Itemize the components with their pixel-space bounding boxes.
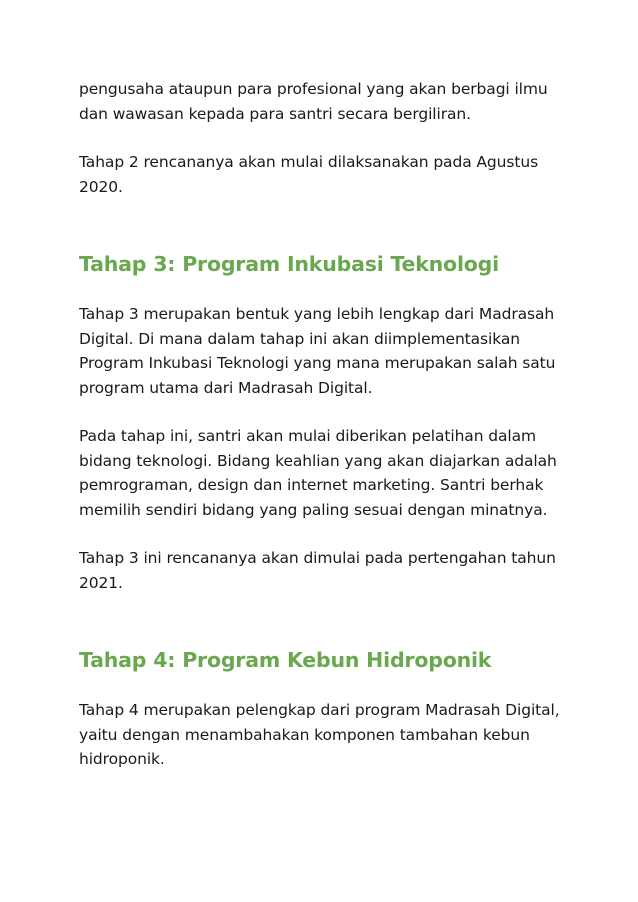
tahap4-heading: Tahap 4: Program Kebun Hidroponik (79, 648, 492, 672)
intro-paragraph-2: Tahap 2 rencananya akan mulai dilaksanakan pada Agustus 2020. (79, 153, 539, 196)
tahap3-heading: Tahap 3: Program Inkubasi Teknologi (79, 252, 499, 276)
intro-section (79, 77, 569, 199)
intro-paragraph-1: pengusaha ataupun para profesional yang akan berbagi ilmu dan wawasan kepada para santri secara bergiliran. (79, 80, 548, 123)
tahap3-paragraph-3: Tahap 3 ini rencananya akan dimulai pada pertengahan tahun 2021. (79, 549, 556, 592)
tahap4-paragraph-1: Tahap 4 merupakan pelengkap dari program Madrasah Digital, yaitu dengan menambahakan komponen tambahan kebun hidroponik. (79, 701, 560, 768)
document-page (79, 77, 569, 772)
tahap4-section (79, 646, 569, 772)
tahap3-section (79, 250, 569, 595)
tahap3-paragraph-1: Tahap 3 merupakan bentuk yang lebih lengkap dari Madrasah Digital. Di mana dalam tahap ini akan diimplementasikan Program Inkubasi Teknologi yang mana merupakan salah satu program utama dari Madrasah Digital. (79, 305, 556, 397)
tahap3-paragraph-2: Pada tahap ini, santri akan mulai diberikan pelatihan dalam bidang teknologi. Bidang keahlian yang akan diajarkan adalah pemrograman, design dan internet marketing. Santri berhak memilih sendiri bidang yang paling sesuai dengan minatnya. (79, 427, 557, 519)
